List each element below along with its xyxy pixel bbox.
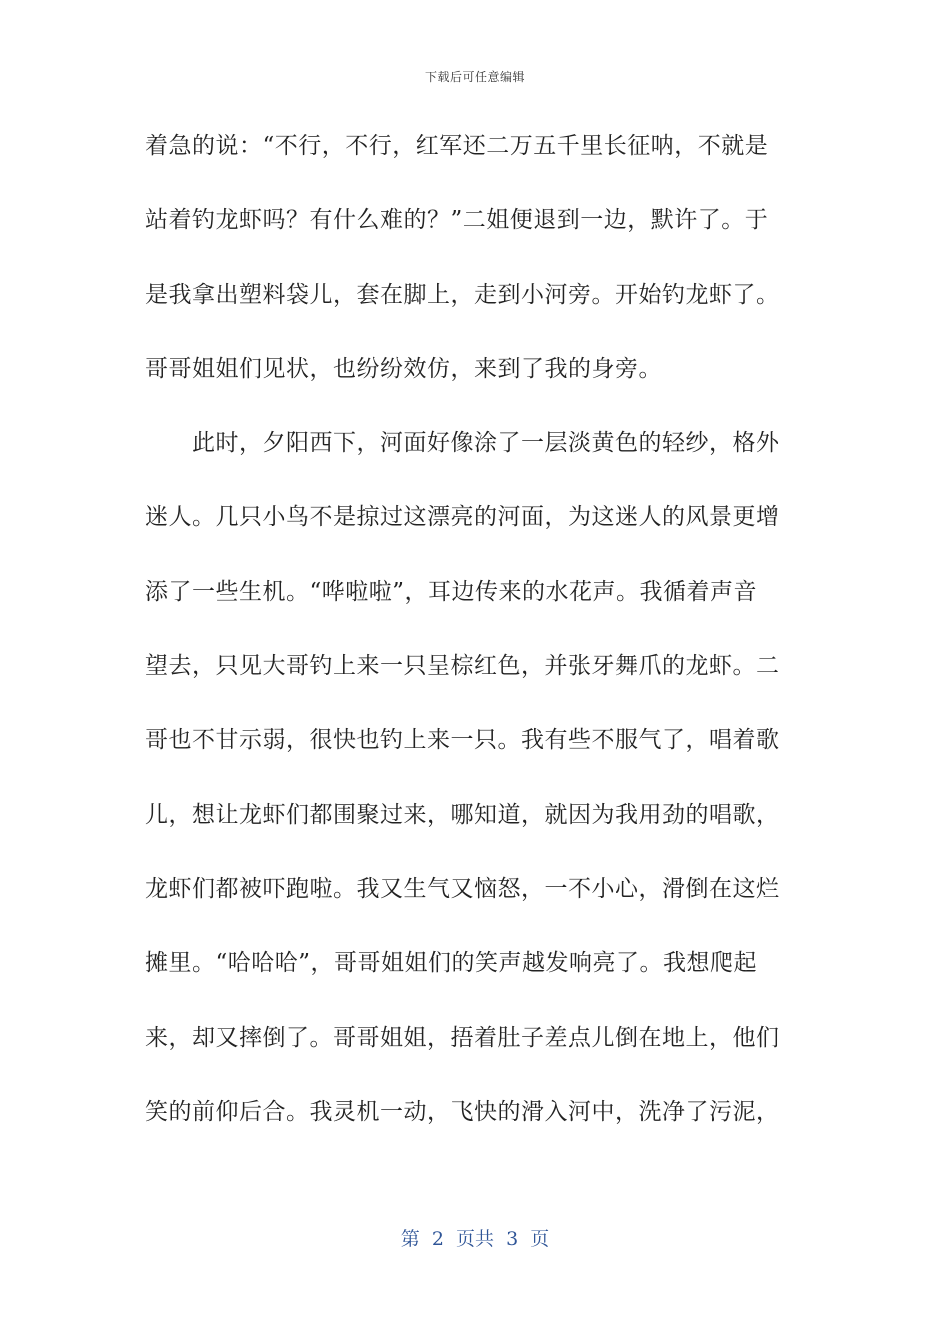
text-line: 望去，只见大哥钓上来一只呈棕红色，并张牙舞爪的龙虾。二 bbox=[145, 653, 780, 680]
page-number-footer: 第 2 页共 3 页 bbox=[400, 1228, 550, 1250]
text-line: 添了一些生机。“哗啦啦”，耳边传来的水花声。我循着声音 bbox=[145, 578, 758, 605]
text-line: 摊里。“哈哈哈”，哥哥姐姐们的笑声越发响亮了。我想爬起 bbox=[145, 950, 758, 977]
document-body bbox=[145, 120, 795, 1160]
text-line: 哥哥姐姐们见状，也纷纷效仿，来到了我的身旁。 bbox=[145, 355, 662, 382]
text-line: 龙虾们都被吓跑啦。我又生气又恼怒，一不小心，滑倒在这烂 bbox=[145, 875, 780, 902]
page-header: 下载后可任意编辑 bbox=[424, 70, 525, 84]
text-line: 来，却又摔倒了。哥哥姐姐，捂着肚子差点儿倒在地上，他们 bbox=[145, 1024, 780, 1051]
text-line: 着急的说：“不行，不行，红军还二万五千里长征呐，不就是 bbox=[145, 133, 769, 159]
text-line: 儿，想让龙虾们都围聚过来，哪知道，就因为我用劲的唱歌， bbox=[145, 801, 780, 828]
text-line: 哥也不甘示弱，很快也钓上来一只。我有些不服气了，唱着歌 bbox=[145, 727, 780, 754]
text-line: 笑的前仰后合。我灵机一动，飞快的滑入河中，洗净了污泥， bbox=[145, 1098, 780, 1125]
text-line: 是我拿出塑料袋儿，套在脚上，走到小河旁。开始钓龙虾了。 bbox=[145, 281, 780, 308]
paragraph-start-line: 此时，夕阳西下，河面好像涂了一层淡黄色的轻纱，格外 bbox=[192, 430, 780, 457]
text-line: 站着钓龙虾吗？有什么难的？”二姐便退到一边，默许了。于 bbox=[145, 207, 769, 234]
text-line: 迷人。几只小鸟不是掠过这漂亮的河面，为这迷人的风景更增 bbox=[145, 504, 780, 531]
